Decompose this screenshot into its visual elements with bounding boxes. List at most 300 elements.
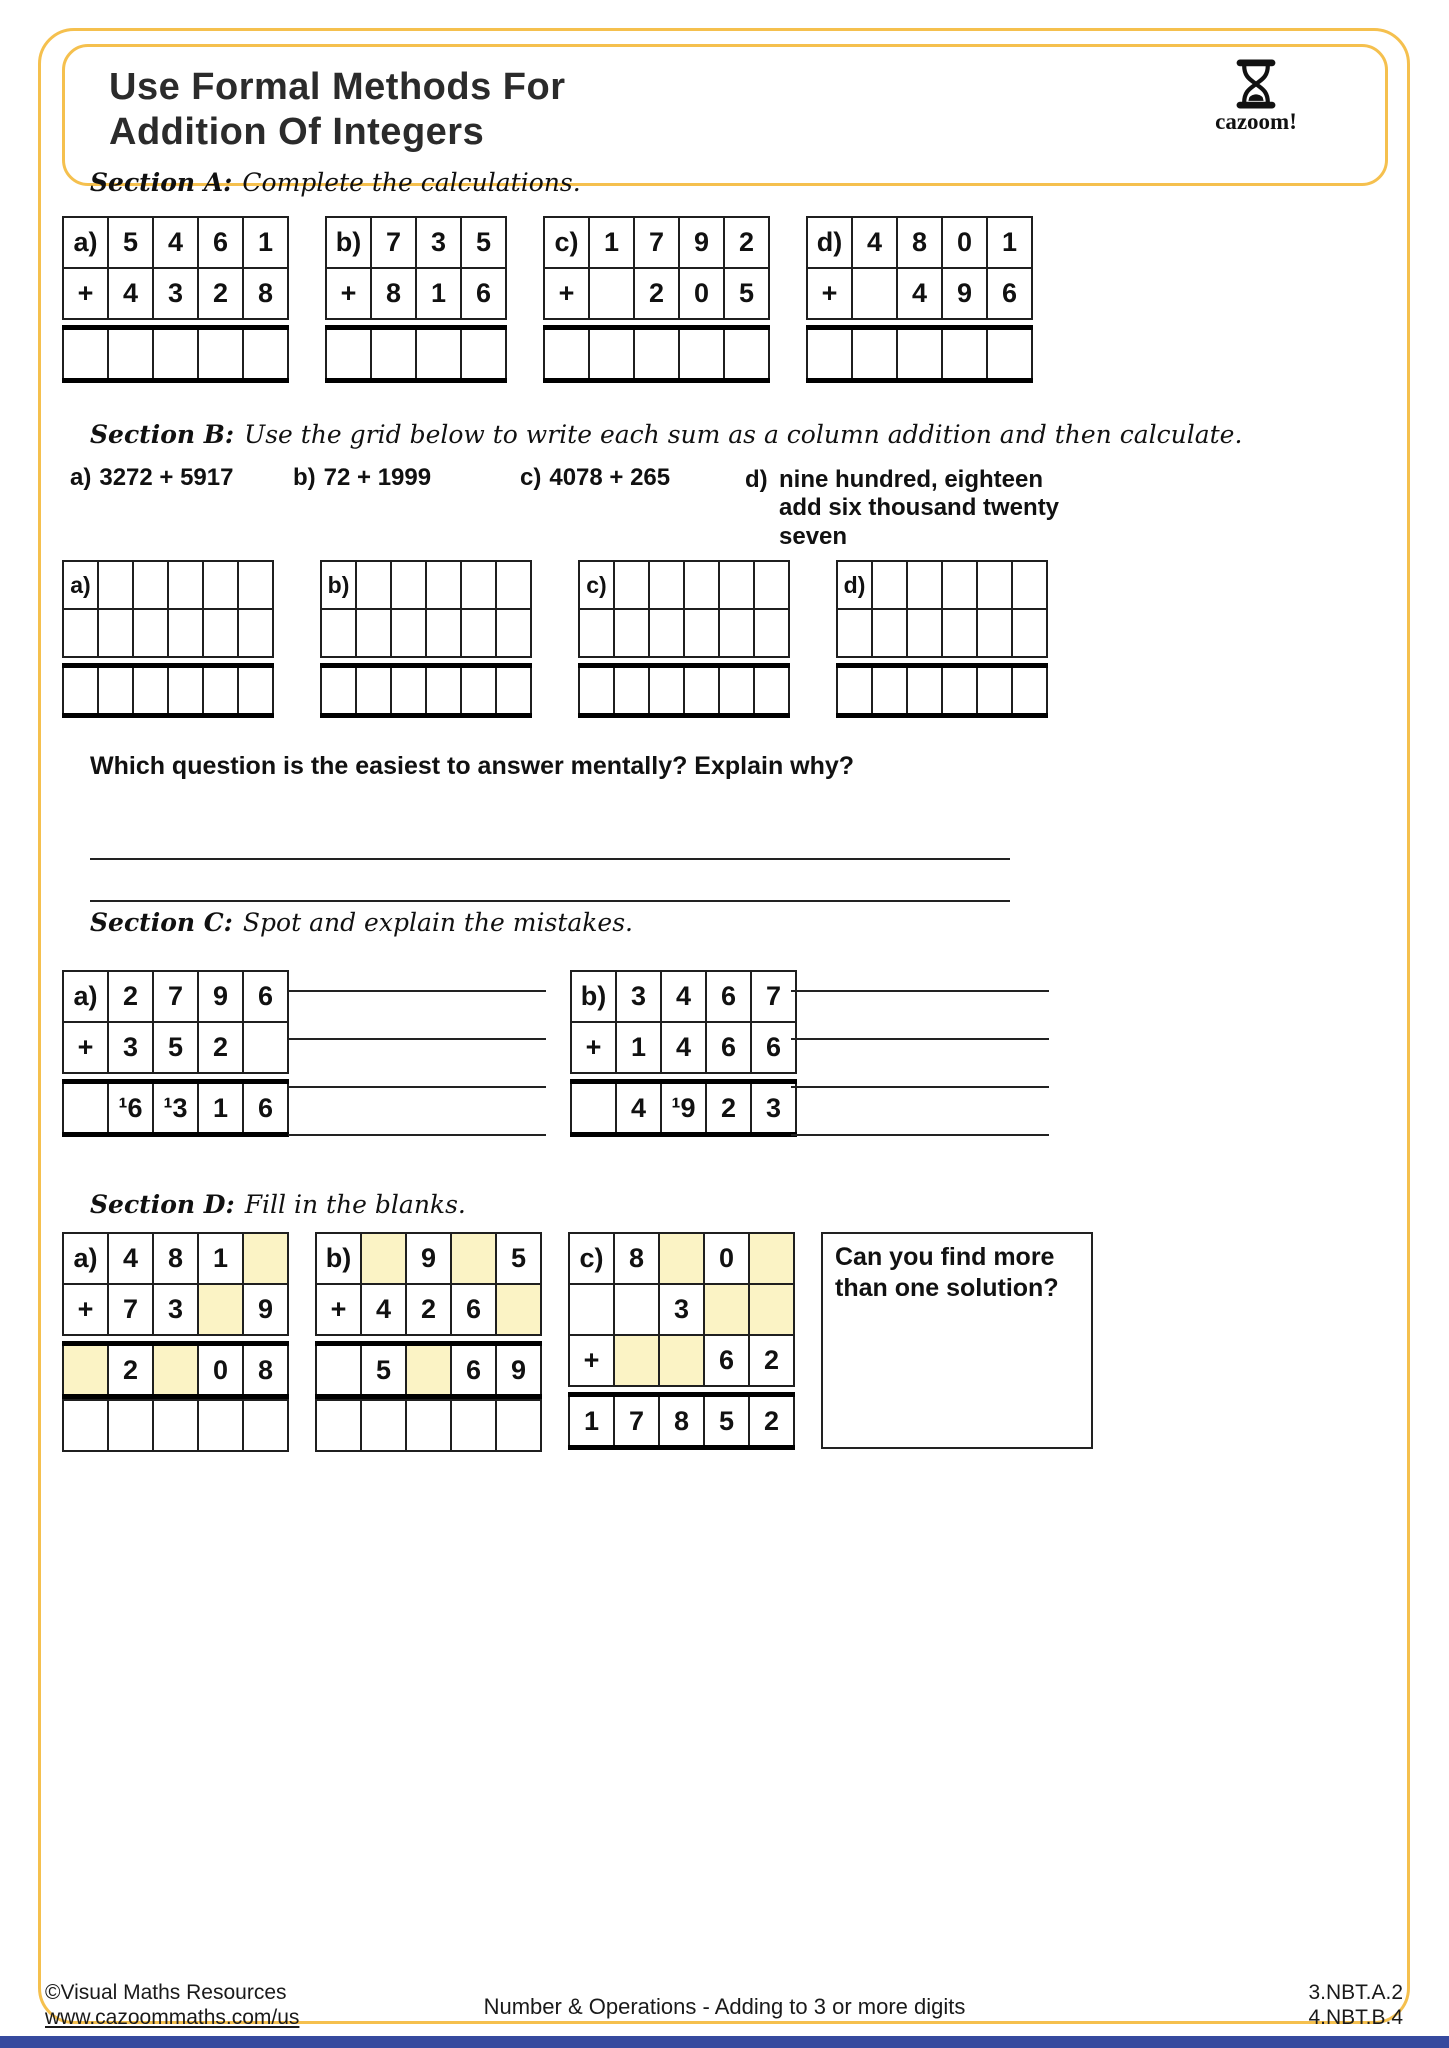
grid-cell bbox=[976, 668, 1013, 713]
grid-cell bbox=[390, 668, 427, 713]
grid-cell bbox=[495, 608, 532, 658]
grid-cell bbox=[460, 330, 507, 378]
grid-cell: 9 bbox=[495, 1346, 542, 1394]
answer-row bbox=[543, 325, 770, 383]
grid-cell bbox=[976, 608, 1013, 658]
problem-c bbox=[520, 464, 670, 492]
footer-accent-bar bbox=[0, 2036, 1449, 2048]
fill-blank-cell bbox=[658, 1334, 705, 1387]
grid-cell bbox=[578, 608, 615, 658]
section-d-label: Section D: bbox=[90, 1190, 235, 1219]
grid-cell bbox=[325, 330, 372, 378]
grid-cell bbox=[578, 668, 615, 713]
grid-cell: b) bbox=[570, 970, 617, 1023]
grid-cell bbox=[806, 330, 853, 378]
grid-cell: b) bbox=[315, 1232, 362, 1285]
grid-cell bbox=[871, 560, 908, 610]
grid-row bbox=[578, 608, 790, 658]
grid-row bbox=[62, 1232, 289, 1285]
footer-url-link[interactable]: www.cazoommaths.com/us bbox=[45, 2006, 300, 2029]
grid-row bbox=[543, 216, 770, 269]
grid-cell bbox=[906, 608, 943, 658]
grid-cell bbox=[132, 668, 169, 713]
grid-cell bbox=[871, 668, 908, 713]
answer-row bbox=[325, 325, 507, 383]
grid-row bbox=[806, 216, 1033, 269]
grid-cell: 0 bbox=[197, 1346, 244, 1394]
grid-cell: 4 bbox=[107, 267, 154, 320]
grid-cell: 4 bbox=[896, 267, 943, 320]
grid-cell bbox=[460, 560, 497, 610]
grid-cell: 6 bbox=[750, 1021, 797, 1074]
grid-cell bbox=[495, 1399, 542, 1452]
answer-row bbox=[578, 663, 790, 718]
grid-cell: 7 bbox=[152, 970, 199, 1023]
grid-cell bbox=[543, 330, 590, 378]
section-c-heading bbox=[90, 908, 633, 937]
grid-cell: 1 bbox=[615, 1021, 662, 1074]
grid-cell: 8 bbox=[152, 1232, 199, 1285]
grid-cell bbox=[871, 608, 908, 658]
page-title bbox=[109, 65, 566, 155]
grid-row bbox=[543, 267, 770, 320]
section-c-instruction: Spot and explain the mistakes. bbox=[242, 908, 633, 937]
grid-cell bbox=[425, 608, 462, 658]
grid-cell bbox=[570, 1084, 617, 1132]
grid-cell: 4 bbox=[152, 216, 199, 269]
grid-cell: 3 bbox=[152, 1283, 199, 1336]
grid-cell bbox=[320, 668, 357, 713]
sum-grid-a bbox=[62, 560, 274, 718]
mistake-grid-b bbox=[570, 970, 797, 1137]
grid-cell bbox=[648, 668, 685, 713]
answer-row bbox=[62, 1079, 289, 1137]
grid-cell bbox=[753, 608, 790, 658]
grid-cell: 8 bbox=[370, 267, 417, 320]
answer-line bbox=[791, 1086, 1049, 1088]
grid-cell: 3 bbox=[107, 1021, 154, 1074]
title-line-1: Use Formal Methods For bbox=[109, 66, 566, 108]
grid-cell bbox=[613, 560, 650, 610]
grid-cell: 5 bbox=[107, 216, 154, 269]
grid-cell bbox=[107, 1399, 154, 1452]
challenge-box bbox=[821, 1232, 1093, 1449]
mistake-grid-b-wrap bbox=[570, 970, 797, 1137]
fill-blank-cell bbox=[658, 1232, 705, 1285]
grid-cell: 2 bbox=[405, 1283, 452, 1336]
grid-cell: 5 bbox=[152, 1021, 199, 1074]
grid-cell bbox=[718, 608, 755, 658]
grid-row bbox=[62, 267, 289, 320]
grid-cell bbox=[202, 608, 239, 658]
grid-row bbox=[62, 1021, 289, 1074]
grid-cell bbox=[242, 1021, 289, 1074]
grid-cell: 4 bbox=[615, 1084, 662, 1132]
grid-cell: + bbox=[315, 1283, 362, 1336]
grid-cell bbox=[107, 330, 154, 378]
grid-cell bbox=[1011, 608, 1048, 658]
grid-cell: 8 bbox=[896, 216, 943, 269]
grid-cell bbox=[836, 608, 873, 658]
grid-cell: 6 bbox=[197, 216, 244, 269]
section-a-label: Section A: bbox=[90, 168, 233, 197]
grid-cell: 8 bbox=[242, 1346, 289, 1394]
grid-cell: 1 bbox=[242, 216, 289, 269]
grid-cell bbox=[415, 330, 462, 378]
title-line-2: Addition Of Integers bbox=[109, 110, 485, 153]
grid-cell bbox=[1011, 560, 1048, 610]
grid-cell bbox=[167, 668, 204, 713]
answer-row bbox=[62, 663, 274, 718]
challenge-text: Can you find more than one solution? bbox=[835, 1243, 1059, 1302]
grid-cell: 0 bbox=[678, 267, 725, 320]
answer-row bbox=[62, 1341, 289, 1399]
grid-cell: + bbox=[62, 1283, 109, 1336]
grid-cell bbox=[683, 668, 720, 713]
grid-cell: 2 bbox=[723, 216, 770, 269]
grid-cell: 6 bbox=[703, 1334, 750, 1387]
grid-cell bbox=[152, 1399, 199, 1452]
grid-cell bbox=[941, 330, 988, 378]
grid-cell bbox=[753, 560, 790, 610]
grid-cell bbox=[197, 330, 244, 378]
problem-d-label: d) bbox=[745, 466, 768, 493]
grid-cell bbox=[167, 608, 204, 658]
section-a-grids bbox=[62, 216, 1033, 383]
grid-cell: 9 bbox=[242, 1283, 289, 1336]
footer-standard-1: 3.NBT.A.2 bbox=[1308, 1981, 1403, 2004]
grid-cell: a) bbox=[62, 216, 109, 269]
grid-cell: 6 bbox=[242, 1084, 289, 1132]
cazoom-logo-icon bbox=[1229, 57, 1283, 111]
grid-cell bbox=[450, 1399, 497, 1452]
section-d-instruction: Fill in the blanks. bbox=[244, 1190, 466, 1219]
grid-cell: 1 bbox=[986, 216, 1033, 269]
blanks-grid-a bbox=[62, 1232, 289, 1452]
grid-cell bbox=[355, 560, 392, 610]
grid-cell: 0 bbox=[703, 1232, 750, 1285]
section-a-heading bbox=[90, 168, 581, 197]
answer-line bbox=[288, 1134, 546, 1136]
answer-row bbox=[62, 325, 289, 383]
calc-grid-c bbox=[543, 216, 770, 383]
grid-cell bbox=[1011, 668, 1048, 713]
answer-line bbox=[791, 1038, 1049, 1040]
grid-cell bbox=[390, 560, 427, 610]
grid-cell: 8 bbox=[242, 267, 289, 320]
answer-line bbox=[90, 858, 1010, 860]
grid-cell: 5 bbox=[703, 1397, 750, 1445]
sum-grid-c bbox=[578, 560, 790, 718]
mental-answer-lines bbox=[90, 818, 1010, 902]
grid-cell: 1 bbox=[588, 216, 635, 269]
grid-cell: 4 bbox=[660, 970, 707, 1023]
grid-cell: b) bbox=[320, 560, 357, 610]
grid-cell: 1 bbox=[415, 267, 462, 320]
footer-standards bbox=[1308, 1980, 1403, 2030]
grid-cell: + bbox=[570, 1021, 617, 1074]
grid-row bbox=[315, 1283, 542, 1336]
grid-cell bbox=[941, 668, 978, 713]
problem-a-text: 3272 + 5917 bbox=[99, 464, 234, 491]
grid-cell bbox=[613, 668, 650, 713]
grid-cell bbox=[132, 608, 169, 658]
grid-cell: 2 bbox=[633, 267, 680, 320]
grid-cell bbox=[237, 608, 274, 658]
grid-cell bbox=[906, 560, 943, 610]
grid-cell bbox=[986, 330, 1033, 378]
grid-cell bbox=[62, 1084, 109, 1132]
grid-row bbox=[568, 1334, 795, 1387]
grid-cell bbox=[718, 560, 755, 610]
grid-cell bbox=[648, 608, 685, 658]
grid-cell: 5 bbox=[495, 1232, 542, 1285]
grid-cell: 6 bbox=[705, 970, 752, 1023]
section-c-label: Section C: bbox=[90, 908, 233, 937]
problem-b bbox=[293, 464, 431, 492]
grid-cell: + bbox=[325, 267, 372, 320]
grid-cell: 9 bbox=[197, 970, 244, 1023]
answer-row bbox=[320, 663, 532, 718]
grid-cell: 8 bbox=[613, 1232, 660, 1285]
grid-cell: + bbox=[62, 1021, 109, 1074]
grid-cell: 5 bbox=[460, 216, 507, 269]
grid-cell bbox=[753, 668, 790, 713]
grid-cell bbox=[315, 1346, 362, 1394]
grid-cell: 7 bbox=[633, 216, 680, 269]
grid-cell: 3 bbox=[415, 216, 462, 269]
grid-cell: ¹9 bbox=[660, 1084, 707, 1132]
answer-line bbox=[288, 990, 546, 992]
answer-row bbox=[836, 663, 1048, 718]
problem-a-label: a) bbox=[70, 464, 92, 491]
answer-line bbox=[791, 990, 1049, 992]
grid-cell: + bbox=[568, 1334, 615, 1387]
grid-row bbox=[320, 560, 532, 610]
grid-cell bbox=[62, 1399, 109, 1452]
grid-cell bbox=[242, 1399, 289, 1452]
grid-cell: 0 bbox=[941, 216, 988, 269]
grid-row bbox=[578, 560, 790, 610]
grid-cell: 5 bbox=[723, 267, 770, 320]
answer-line bbox=[90, 900, 1010, 902]
grid-cell: 9 bbox=[941, 267, 988, 320]
cazoom-logo bbox=[1191, 57, 1321, 135]
grid-cell: 3 bbox=[615, 970, 662, 1023]
grid-cell: c) bbox=[578, 560, 615, 610]
grid-cell: d) bbox=[806, 216, 853, 269]
answer-line bbox=[288, 1086, 546, 1088]
grid-cell: 6 bbox=[242, 970, 289, 1023]
sum-grid-b bbox=[320, 560, 532, 718]
grid-cell bbox=[62, 668, 99, 713]
grid-cell bbox=[495, 560, 532, 610]
grid-cell bbox=[360, 1399, 407, 1452]
grid-cell: 2 bbox=[197, 267, 244, 320]
grid-cell: 9 bbox=[405, 1232, 452, 1285]
grid-cell bbox=[648, 560, 685, 610]
grid-cell bbox=[370, 330, 417, 378]
grid-cell: 9 bbox=[678, 216, 725, 269]
grid-cell bbox=[425, 560, 462, 610]
grid-row bbox=[62, 970, 289, 1023]
grid-cell: a) bbox=[62, 560, 99, 610]
grid-cell: 7 bbox=[107, 1283, 154, 1336]
problem-b-text: 72 + 1999 bbox=[323, 464, 432, 491]
grid-cell bbox=[495, 668, 532, 713]
grid-cell bbox=[197, 1399, 244, 1452]
grid-row bbox=[320, 608, 532, 658]
grid-cell: + bbox=[806, 267, 853, 320]
section-b-grids bbox=[62, 560, 1048, 718]
grid-cell: 3 bbox=[658, 1283, 705, 1336]
grid-cell bbox=[718, 668, 755, 713]
grid-row bbox=[806, 267, 1033, 320]
fill-blank-cell bbox=[360, 1232, 407, 1285]
grid-cell bbox=[97, 608, 134, 658]
blanks-grid-b bbox=[315, 1232, 542, 1452]
grid-cell bbox=[237, 560, 274, 610]
calc-grid-d bbox=[806, 216, 1033, 383]
grid-cell: 6 bbox=[450, 1283, 497, 1336]
grid-row bbox=[570, 970, 797, 1023]
mental-question: Which question is the easiest to answer mentally? Explain why? bbox=[90, 752, 855, 780]
grid-cell: ¹6 bbox=[107, 1084, 154, 1132]
grid-cell bbox=[683, 608, 720, 658]
grid-cell bbox=[723, 330, 770, 378]
grid-row bbox=[570, 1021, 797, 1074]
grid-cell bbox=[355, 668, 392, 713]
fill-blank-cell bbox=[748, 1283, 795, 1336]
grid-cell bbox=[320, 608, 357, 658]
grid-cell: 1 bbox=[568, 1397, 615, 1445]
fill-blank-cell bbox=[62, 1346, 109, 1394]
section-d-grids bbox=[62, 1232, 1093, 1452]
grid-cell: + bbox=[62, 267, 109, 320]
footer-copyright: ©Visual Maths Resources bbox=[45, 1981, 287, 2004]
grid-cell bbox=[588, 267, 635, 320]
grid-cell: 5 bbox=[360, 1346, 407, 1394]
grid-cell bbox=[152, 330, 199, 378]
grid-cell: 2 bbox=[197, 1021, 244, 1074]
section-d-heading bbox=[90, 1190, 466, 1219]
grid-cell bbox=[237, 668, 274, 713]
grid-cell: 1 bbox=[197, 1232, 244, 1285]
footer-topic: Number & Operations - Adding to 3 or more digits bbox=[483, 1994, 966, 2019]
grid-cell: 4 bbox=[851, 216, 898, 269]
grid-cell: 6 bbox=[986, 267, 1033, 320]
grid-cell: + bbox=[543, 267, 590, 320]
grid-cell bbox=[896, 330, 943, 378]
explain-lines-a bbox=[288, 990, 546, 1136]
grid-row bbox=[568, 1232, 795, 1285]
grid-cell bbox=[568, 1283, 615, 1336]
calc-grid-b bbox=[325, 216, 507, 383]
grid-cell bbox=[941, 608, 978, 658]
grid-row bbox=[62, 216, 289, 269]
fill-blank-cell bbox=[495, 1283, 542, 1336]
grid-cell bbox=[613, 608, 650, 658]
grid-cell bbox=[62, 330, 109, 378]
grid-cell bbox=[633, 330, 680, 378]
grid-row bbox=[315, 1232, 542, 1285]
fill-blank-cell bbox=[748, 1232, 795, 1285]
grid-cell: 6 bbox=[460, 267, 507, 320]
footer-standard-2: 4.NBT.B.4 bbox=[1308, 2006, 1403, 2029]
grid-cell bbox=[242, 330, 289, 378]
grid-cell bbox=[976, 560, 1013, 610]
mistake-grid-a bbox=[62, 970, 289, 1137]
section-a-instruction: Complete the calculations. bbox=[242, 168, 581, 197]
grid-row bbox=[315, 1399, 542, 1452]
grid-cell: 8 bbox=[658, 1397, 705, 1445]
grid-cell: b) bbox=[325, 216, 372, 269]
grid-cell: 4 bbox=[660, 1021, 707, 1074]
grid-cell: 4 bbox=[107, 1232, 154, 1285]
answer-row bbox=[568, 1392, 795, 1450]
grid-cell bbox=[906, 668, 943, 713]
explain-lines-b bbox=[791, 990, 1049, 1136]
header bbox=[62, 44, 1388, 186]
grid-cell bbox=[167, 560, 204, 610]
grid-cell bbox=[941, 560, 978, 610]
answer-line bbox=[288, 1038, 546, 1040]
grid-cell bbox=[425, 668, 462, 713]
problem-c-text: 4078 + 265 bbox=[549, 464, 671, 491]
grid-cell bbox=[460, 608, 497, 658]
problem-a bbox=[70, 464, 233, 492]
grid-cell bbox=[588, 330, 635, 378]
grid-cell bbox=[390, 608, 427, 658]
calc-grid-a bbox=[62, 216, 289, 383]
grid-cell bbox=[851, 330, 898, 378]
grid-cell bbox=[202, 668, 239, 713]
cazoom-logo-text: cazoom! bbox=[1215, 109, 1297, 134]
grid-cell bbox=[613, 1283, 660, 1336]
grid-cell bbox=[355, 608, 392, 658]
grid-cell: 3 bbox=[750, 1084, 797, 1132]
grid-cell: 6 bbox=[705, 1021, 752, 1074]
grid-cell bbox=[315, 1399, 362, 1452]
grid-row bbox=[325, 267, 507, 320]
problem-d-text: nine hundred, eighteen add six thousand twenty seven bbox=[779, 466, 1060, 550]
mistake-grid-a-wrap bbox=[62, 970, 289, 1137]
grid-cell: 7 bbox=[370, 216, 417, 269]
grid-cell: 7 bbox=[613, 1397, 660, 1445]
section-b-instruction: Use the grid below to write each sum as a column addition and then calculate. bbox=[244, 420, 1243, 449]
grid-cell: 2 bbox=[107, 970, 154, 1023]
grid-cell bbox=[460, 668, 497, 713]
grid-cell: 2 bbox=[107, 1346, 154, 1394]
grid-row bbox=[62, 1399, 289, 1452]
grid-row bbox=[62, 560, 274, 610]
grid-cell: c) bbox=[568, 1232, 615, 1285]
grid-cell: 2 bbox=[705, 1084, 752, 1132]
grid-cell bbox=[97, 560, 134, 610]
grid-cell: d) bbox=[836, 560, 873, 610]
answer-row bbox=[315, 1341, 542, 1399]
grid-cell bbox=[132, 560, 169, 610]
answer-row bbox=[806, 325, 1033, 383]
grid-cell: 7 bbox=[750, 970, 797, 1023]
grid-cell: 2 bbox=[748, 1397, 795, 1445]
fill-blank-cell bbox=[242, 1232, 289, 1285]
fill-blank-cell bbox=[197, 1283, 244, 1336]
blanks-grid-c bbox=[568, 1232, 795, 1450]
grid-cell bbox=[405, 1399, 452, 1452]
grid-cell: ¹3 bbox=[152, 1084, 199, 1132]
fill-blank-cell bbox=[405, 1346, 452, 1394]
